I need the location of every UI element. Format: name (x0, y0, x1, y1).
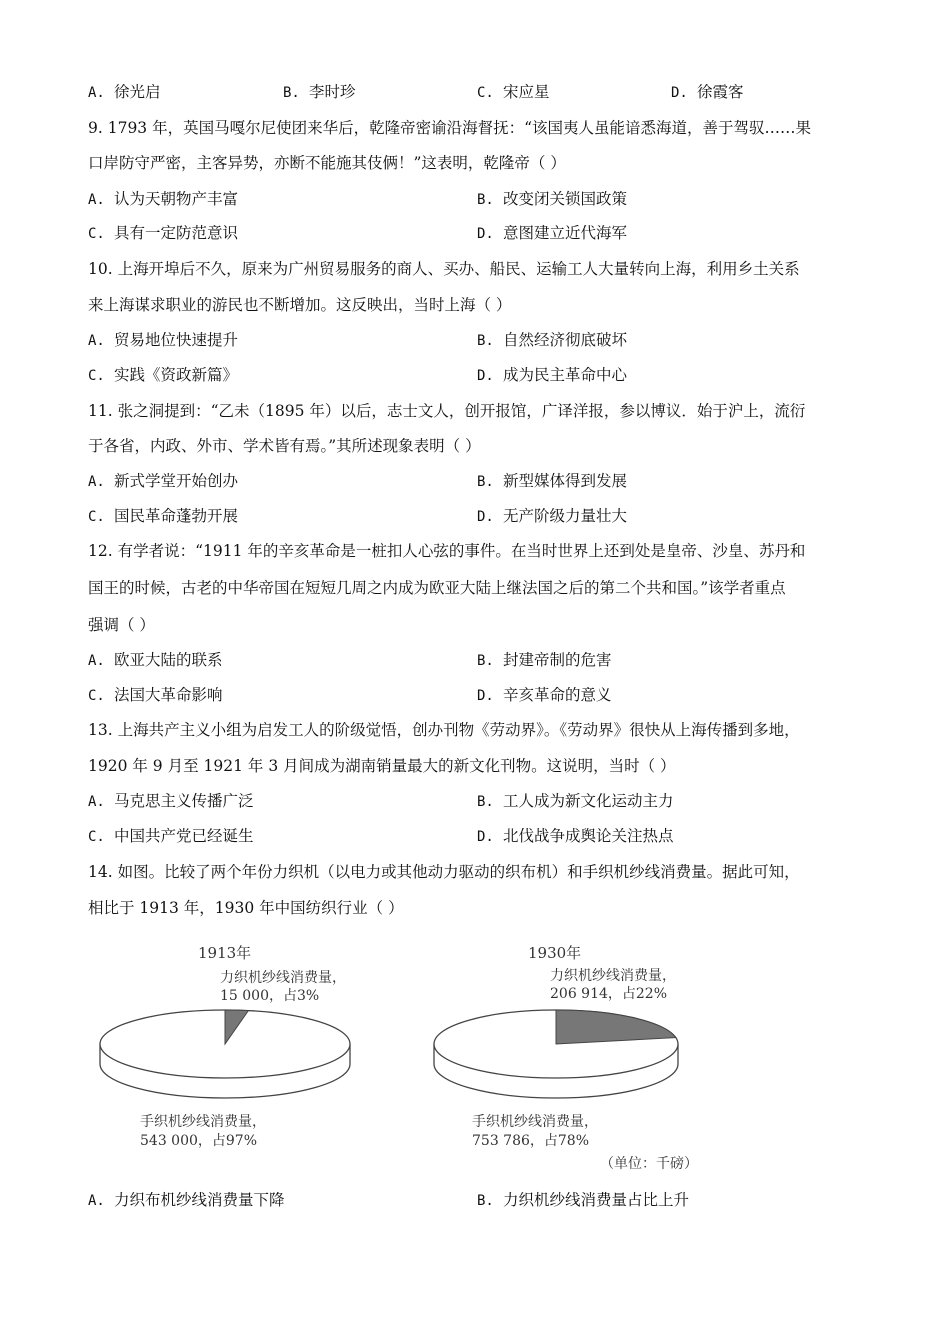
q13-option-c[interactable] (88, 825, 254, 848)
q11-option-b[interactable] (477, 470, 627, 493)
option-text: 贸易地位快速提升 (114, 331, 239, 349)
q13-stem-line-1: 13. 上海共产主义小组为启发工人的阶级觉悟，创办刊物《劳动界》。《劳动界》很快从上海传播到多地， (88, 721, 800, 739)
option-letter: D. (477, 226, 494, 242)
pie-1913-title: 1913年 (198, 944, 252, 962)
option-text: 马克思主义传播广泛 (114, 792, 254, 810)
q8-option-d[interactable] (671, 81, 744, 104)
q11-option-a[interactable] (88, 470, 238, 493)
option-letter: A. (88, 1193, 105, 1209)
option-letter: D. (477, 368, 494, 384)
option-letter: C. (88, 368, 105, 384)
pie-1930-hand-value: 753 786，占78% (472, 1133, 590, 1149)
pie-1930-unit: （单位：千磅） (600, 1156, 698, 1172)
option-letter: B. (477, 1193, 494, 1209)
q14-option-b[interactable] (477, 1189, 689, 1212)
option-text: 认为天朝物产丰富 (114, 190, 239, 208)
q12-option-a[interactable] (88, 649, 223, 672)
q12-stem-line-3: 强调（ ） (88, 616, 155, 634)
q13-option-b[interactable] (477, 790, 674, 813)
q12-option-c[interactable] (88, 684, 223, 707)
option-text: 李时珍 (309, 83, 356, 101)
q9-option-a[interactable] (88, 188, 238, 211)
option-text: 宋应星 (503, 83, 550, 101)
option-text: 改变闭关锁国政策 (503, 190, 628, 208)
q10-option-d[interactable] (477, 364, 627, 387)
q13-option-d[interactable] (477, 825, 674, 848)
option-letter: A. (88, 474, 105, 490)
q10-option-a[interactable] (88, 329, 238, 352)
option-text: 欧亚大陆的联系 (114, 651, 223, 669)
option-letter: B. (477, 653, 494, 669)
option-text: 新式学堂开始创办 (114, 472, 239, 490)
q11-stem-line-2: 于各省，内政、外市、学术皆有焉。”其所述现象表明（ ） (88, 437, 481, 455)
option-letter: A. (88, 85, 105, 101)
option-letter: A. (88, 794, 105, 810)
option-text: 具有一定防范意识 (114, 224, 239, 242)
option-text: 国民革命蓬勃开展 (114, 507, 239, 525)
option-text: 法国大革命影响 (114, 686, 223, 704)
pie-1930-power-value: 206 914，占22% (550, 986, 668, 1002)
option-letter: C. (88, 688, 105, 704)
option-text: 力织机纱线消费量占比上升 (503, 1191, 690, 1209)
option-text: 无产阶级力量壮大 (503, 507, 628, 525)
option-letter: A. (88, 653, 105, 669)
option-letter: A. (88, 333, 105, 349)
option-letter: D. (671, 85, 688, 101)
pie-1913-power-label: 力织机纱线消费量， (220, 970, 346, 986)
option-text: 北伐战争成舆论关注热点 (503, 827, 674, 845)
q12-stem-line-2: 国王的时候，古老的中华帝国在短短几周之内成为欧亚大陆上继法国之后的第二个共和国。”该学者重点 (88, 579, 786, 597)
option-text: 力织布机纱线消费量下降 (114, 1191, 285, 1209)
pie-1930-hand-label: 手织机纱线消费量， (472, 1114, 598, 1130)
q8-option-c[interactable] (477, 81, 550, 104)
option-letter: D. (477, 829, 494, 845)
q8-option-a[interactable] (88, 81, 161, 104)
q11-option-d[interactable] (477, 505, 627, 528)
pie-1913-power-value: 15 000，占3% (220, 988, 320, 1004)
option-letter: C. (88, 226, 105, 242)
q13-option-a[interactable] (88, 790, 254, 813)
option-letter: C. (88, 509, 105, 525)
q9-option-d[interactable] (477, 222, 627, 245)
option-text: 实践《资政新篇》 (114, 366, 239, 384)
option-letter: C. (88, 829, 105, 845)
pie-1930-power-label: 力织机纱线消费量， (550, 968, 676, 984)
option-letter: B. (477, 192, 494, 208)
option-letter: A. (88, 192, 105, 208)
option-letter: B. (477, 474, 494, 490)
pie-1913-hand-value: 543 000，占97% (140, 1133, 258, 1149)
q11-stem-line-1: 11. 张之洞提到：“乙未（1895 年）以后，志士文人，创开报馆，广译洋报，参以博议．始于沪上，流衍 (88, 402, 806, 420)
q12-option-d[interactable] (477, 684, 612, 707)
q14-stem-line-1: 14. 如图。比较了两个年份力织机（以电力或其他动力驱动的织布机）和手织机纱线消费量。据此可知， (88, 863, 800, 881)
option-letter: B. (477, 794, 494, 810)
q12-option-b[interactable] (477, 649, 612, 672)
q10-stem-line-2: 来上海谋求职业的游民也不断增加。这反映出，当时上海（ ） (88, 296, 512, 314)
q12-stem-line-1: 12. 有学者说：“1911 年的辛亥革命是一桩扣人心弦的事件。在当时世界上还到处是皇帝、沙皇、苏丹和 (88, 542, 806, 560)
q9-option-c[interactable] (88, 222, 238, 245)
option-text: 中国共产党已经诞生 (114, 827, 254, 845)
option-text: 意图建立近代海军 (503, 224, 628, 242)
option-text: 成为民主革命中心 (503, 366, 628, 384)
option-text: 徐光启 (114, 83, 161, 101)
option-letter: C. (477, 85, 494, 101)
pie-1913 (100, 944, 350, 1149)
q9-option-b[interactable] (477, 188, 627, 211)
q8-option-b[interactable] (283, 81, 356, 104)
q10-option-b[interactable] (477, 329, 627, 352)
option-letter: B. (477, 333, 494, 349)
option-text: 工人成为新文化运动主力 (503, 792, 674, 810)
option-letter: B. (283, 85, 300, 101)
q14-stem-line-2: 相比于 1913 年，1930 年中国纺织行业（ ） (88, 899, 404, 917)
option-text: 自然经济彻底破坏 (503, 331, 628, 349)
q9-stem-line-2: 口岸防守严密，主客异势，亦断不能施其伎俩！”这表明，乾隆帝（ ） (88, 154, 566, 172)
q10-option-c[interactable] (88, 364, 238, 387)
option-text: 辛亥革命的意义 (503, 686, 612, 704)
option-text: 徐霞客 (697, 83, 744, 101)
q13-stem-line-2: 1920 年 9 月至 1921 年 3 月间成为湖南销量最大的新文化刊物。这说明，当时（ ） (88, 757, 676, 775)
option-text: 新型媒体得到发展 (503, 472, 628, 490)
option-text: 封建帝制的危害 (503, 651, 612, 669)
option-letter: D. (477, 688, 494, 704)
pie-1930 (434, 944, 698, 1172)
pie-1930-wedge-power-loom (556, 1010, 676, 1044)
q9-stem-line-1: 9. 1793 年，英国马嘎尔尼使团来华后，乾隆帝密谕沿海督抚：“该国夷人虽能谙悉海道，善于驾驭……果 (88, 119, 812, 137)
yarn-consumption-pie-charts (88, 936, 768, 1176)
q11-option-c[interactable] (88, 505, 238, 528)
option-letter: D. (477, 509, 494, 525)
pie-1930-title: 1930年 (528, 944, 582, 962)
pie-1913-hand-label: 手织机纱线消费量， (140, 1114, 266, 1130)
q14-option-a[interactable] (88, 1189, 285, 1212)
q10-stem-line-1: 10. 上海开埠后不久，原来为广州贸易服务的商人、买办、船民、运输工人大量转向上海，利用乡土关系 (88, 260, 800, 278)
